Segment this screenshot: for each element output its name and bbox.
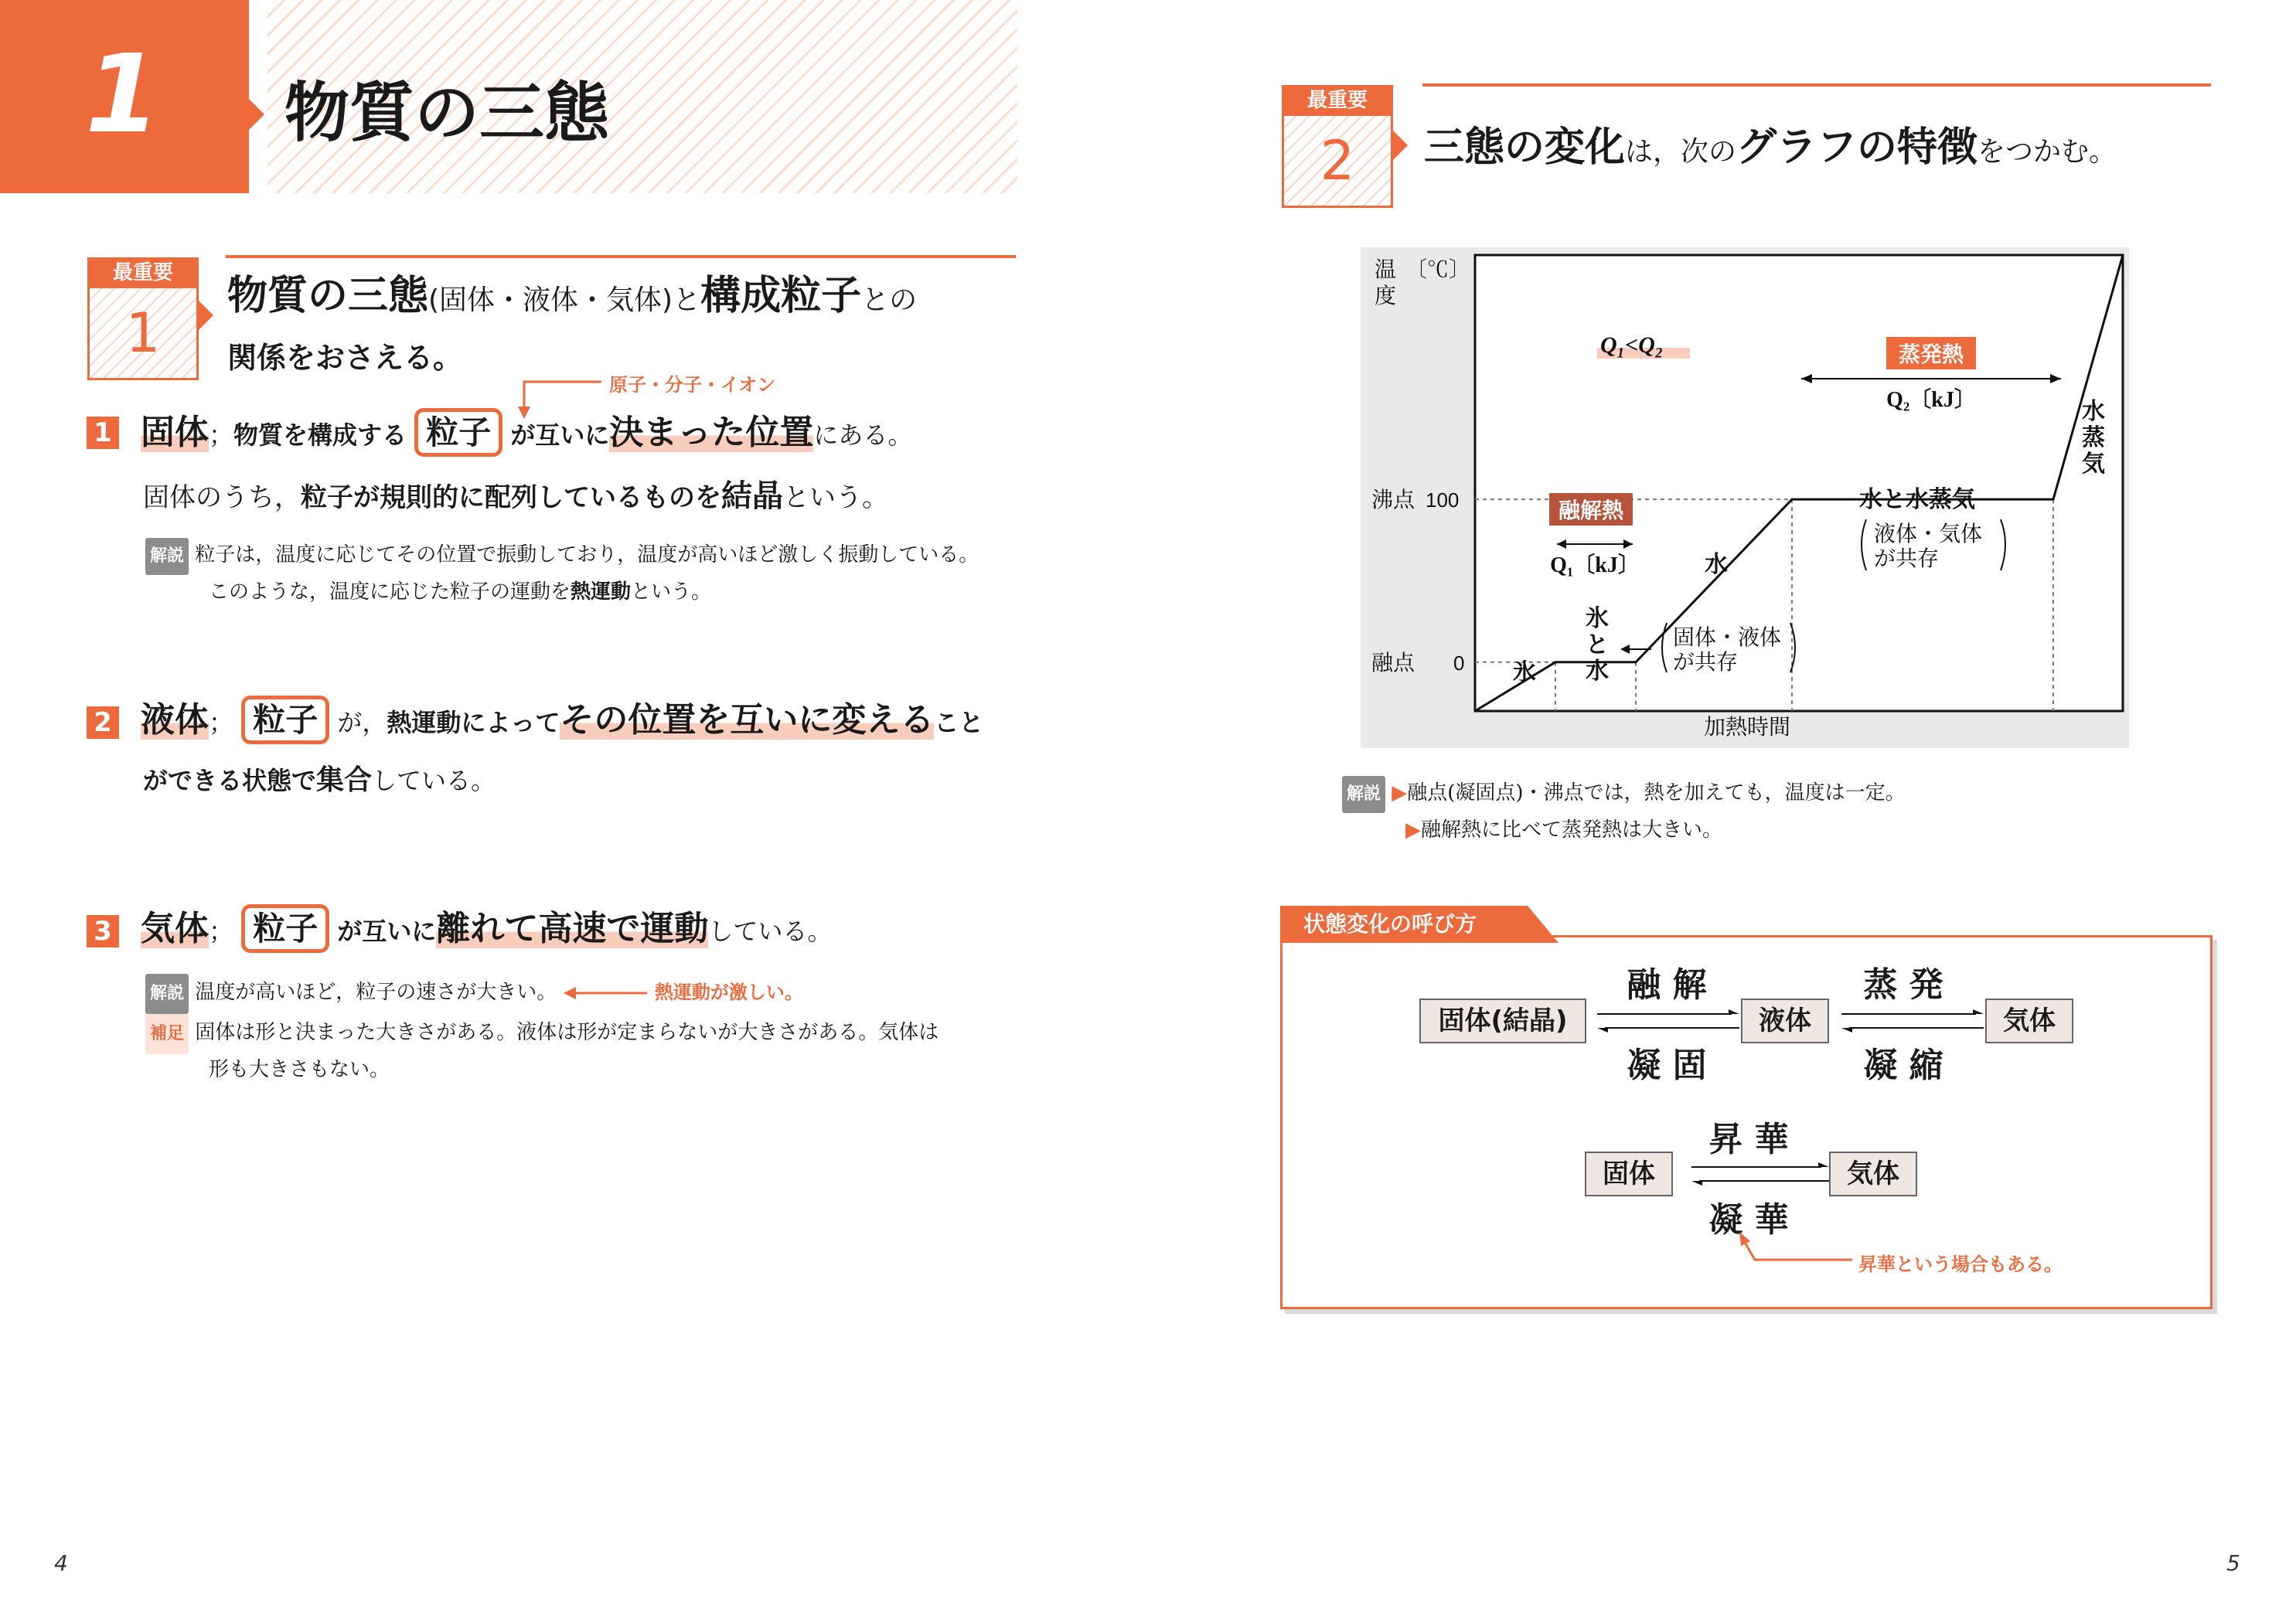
note-line (145, 1054, 1034, 1085)
region-ice-water: と (1586, 632, 1609, 658)
region-water: 水 (1705, 552, 1728, 577)
state-liquid: 液体 (1741, 999, 1829, 1043)
fusion-label: 融解熱 (1558, 498, 1624, 522)
important-badge (87, 257, 199, 381)
item-term: 固体 (141, 413, 209, 452)
heading-part: 三態の変化 (1424, 124, 1626, 171)
item-text: ができる状態で (143, 766, 317, 795)
y-tick-name: 沸点 (1371, 488, 1415, 512)
state-solid-crystal: 固体(結晶) (1419, 999, 1586, 1043)
item2-line1 (141, 696, 983, 747)
item-term: 気体 (141, 909, 209, 948)
q2-label: Q₂〔kJ〕 (1886, 388, 1976, 412)
note-text: 温度が高いほど，粒子の速さが大きい。 (195, 981, 557, 1004)
q1-label: Q₁〔kJ〕 (1550, 553, 1640, 577)
badge-arrow-shape (198, 300, 216, 331)
arrowhead (1973, 1009, 1984, 1014)
section-heading (1424, 121, 2117, 179)
heating-curve-chart (1361, 247, 2129, 748)
state-gas: 気体 (1985, 999, 2073, 1043)
section-heading-line2: 関係をおさえる。 (227, 341, 463, 375)
item-key: その位置を互いに変える (560, 700, 935, 740)
region-vapor: 気 (2082, 451, 2105, 477)
note-block (1342, 776, 1906, 847)
state-solid: 固体 (1585, 1152, 1673, 1196)
arrowhead (1729, 1009, 1739, 1014)
note-tag: 解説 (1342, 776, 1385, 813)
heading-part: をつかむ。 (1977, 136, 2117, 168)
note-line (1342, 776, 1906, 813)
label-melt: 融 解 (1627, 965, 1707, 1005)
heading-part: との (861, 284, 918, 316)
item-sep: ； (209, 917, 234, 946)
chapter-title: 物質の三態 (284, 75, 610, 151)
y-axis-label: 温 (1375, 257, 1397, 281)
note-tag: 解説 (145, 538, 189, 575)
bullet-icon: ▶ (1405, 818, 1421, 842)
important-number: 1 (87, 288, 199, 380)
state-gas: 気体 (1829, 1152, 1917, 1196)
item-sep: ； (209, 708, 234, 737)
item-text: 物質を構成する (233, 420, 407, 450)
annotation-sublimation: 昇華という場合もある。 (1858, 1254, 2063, 1275)
y-tick-name: 融点 (1371, 650, 1415, 675)
supp-text: 固体は形と決まった大きさがある。液体は形が定まらないが大きさがある。気体は (195, 1021, 939, 1044)
x-axis-label: 加熱時間 (1703, 715, 1791, 739)
heading-rule (226, 255, 1016, 258)
item-key: 結晶 (721, 478, 783, 514)
heading-part: 物質の三態 (227, 273, 429, 319)
boxed-term: 粒子 (241, 696, 329, 744)
boxed-term: 粒子 (414, 408, 502, 457)
item-number: 2 (87, 706, 119, 739)
item-text: という。 (783, 482, 888, 513)
y-axis-label: 度 (1375, 284, 1397, 308)
bullet-icon: ▶ (1392, 781, 1408, 805)
heading-part: と (673, 284, 701, 316)
item-term: 液体 (141, 700, 209, 740)
note-line (145, 538, 1034, 575)
label-deposit: 凝 華 (1708, 1200, 1789, 1240)
supp-tag: 補足 (145, 1014, 189, 1054)
note-line (145, 1014, 1034, 1054)
plot-area (1475, 255, 2123, 711)
item-text: 固体のうち， (143, 482, 301, 513)
label-condense: 凝 縮 (1863, 1046, 1943, 1085)
note-text: このような，温度に応じた粒子の運動を (209, 580, 571, 604)
item-text: にある。 (813, 420, 913, 450)
annotation-arrow (564, 985, 649, 1001)
item-number: 1 (87, 417, 119, 449)
important-label: 最重要 (1282, 85, 1393, 116)
note-key: 熱運動 (571, 580, 632, 604)
important-label: 最重要 (87, 257, 199, 288)
region-ice-water: 氷 (1586, 606, 1609, 631)
item3-line1 (141, 904, 832, 956)
note-block (145, 974, 1034, 1085)
item-number: 3 (87, 915, 119, 948)
heading-part: (固体・液体・気体) (428, 284, 673, 316)
arrowhead (1691, 1181, 1702, 1186)
label-evaporate: 蒸 発 (1863, 965, 1943, 1005)
state-arrows (1593, 1005, 2025, 1237)
coexist-solid-liquid: が共存 (1673, 650, 1739, 674)
note-text: 融点(凝固点)・沸点では，熱を加えても，温度は一定。 (1407, 781, 1906, 805)
vapor-label: 蒸発熱 (1898, 342, 1964, 366)
item-text: こと (934, 708, 984, 737)
q-compare: Q₁<Q₂ (1600, 332, 1664, 358)
item-key: 決まった位置 (609, 413, 814, 452)
item-text: が互いに (510, 420, 610, 450)
important-badge (1282, 85, 1393, 209)
region-water-vapor-title: 水と水蒸気 (1859, 487, 1975, 512)
item-text: が， (337, 708, 387, 737)
coexist-solid-liquid: 固体・液体 (1673, 625, 1782, 649)
item-text: している。 (708, 917, 833, 946)
note-line (1342, 813, 1906, 847)
supp-text: 形も大きさもない。 (209, 1058, 390, 1081)
y-tick-label: 100 (1426, 488, 1460, 512)
coexist-liquid-gas: 液体・気体 (1874, 522, 1983, 546)
important-number: 2 (1282, 116, 1393, 208)
note-annotation: 熱運動が激しい。 (654, 982, 803, 1003)
chapter-arrow-shape (249, 99, 267, 130)
note-text: 融解熱に比べて蒸発熱は大きい。 (1421, 818, 1723, 842)
item-text: 粒子が規則的に配列しているものを (301, 482, 721, 513)
chapter-number: 1 (85, 32, 161, 158)
item-text: が互いに (337, 917, 437, 946)
item2-line2 (143, 757, 496, 804)
region-ice-water: 水 (1586, 658, 1609, 684)
y-tick-label: 0 (1453, 651, 1465, 675)
page-number: 4 (54, 1550, 68, 1576)
item-sep: ； (209, 420, 234, 450)
annotation-arrow (1732, 1229, 1855, 1267)
note-tag: 解説 (145, 974, 189, 1014)
note-line (145, 974, 1034, 1014)
heading-part: グラフの特徴 (1736, 124, 1978, 171)
region-ice: 氷 (1513, 660, 1536, 686)
heading-part: 構成粒子 (700, 273, 862, 319)
heading-rule (1422, 83, 2211, 87)
note-text: 粒子は，温度に応じてその位置で振動しており，温度が高いほど激しく振動している。 (195, 543, 979, 567)
annotation-atoms: 原子・分子・イオン (609, 374, 776, 396)
arrowhead (1597, 1028, 1608, 1033)
item-key: 集合 (316, 764, 373, 796)
badge-arrow-shape (1392, 130, 1411, 161)
note-text: という。 (631, 580, 712, 604)
section-heading (227, 270, 1024, 326)
coexist-liquid-gas: が共存 (1874, 546, 1940, 570)
arrowhead (1818, 1162, 1829, 1167)
item1-line1 (141, 408, 912, 460)
region-vapor: 蒸 (2082, 425, 2105, 451)
item-text: している。 (372, 766, 496, 795)
note-block (145, 538, 1034, 609)
item-key: 離れて高速で運動 (436, 909, 709, 948)
item-text: 熱運動によって (387, 708, 560, 737)
region-vapor: 水 (2082, 399, 2105, 424)
boxed-term: 粒子 (241, 904, 329, 953)
y-axis-unit: 〔℃〕 (1405, 257, 1471, 281)
heading-part: は，次の (1625, 136, 1737, 168)
note-line (145, 575, 1034, 609)
item1-line2 (143, 475, 888, 519)
box-title: 状態変化の呼び方 (1303, 911, 1477, 937)
page-number: 5 (2226, 1550, 2240, 1576)
label-freeze: 凝 固 (1627, 1046, 1707, 1085)
label-sublime: 昇 華 (1708, 1120, 1789, 1159)
arrowhead (1841, 1028, 1852, 1033)
